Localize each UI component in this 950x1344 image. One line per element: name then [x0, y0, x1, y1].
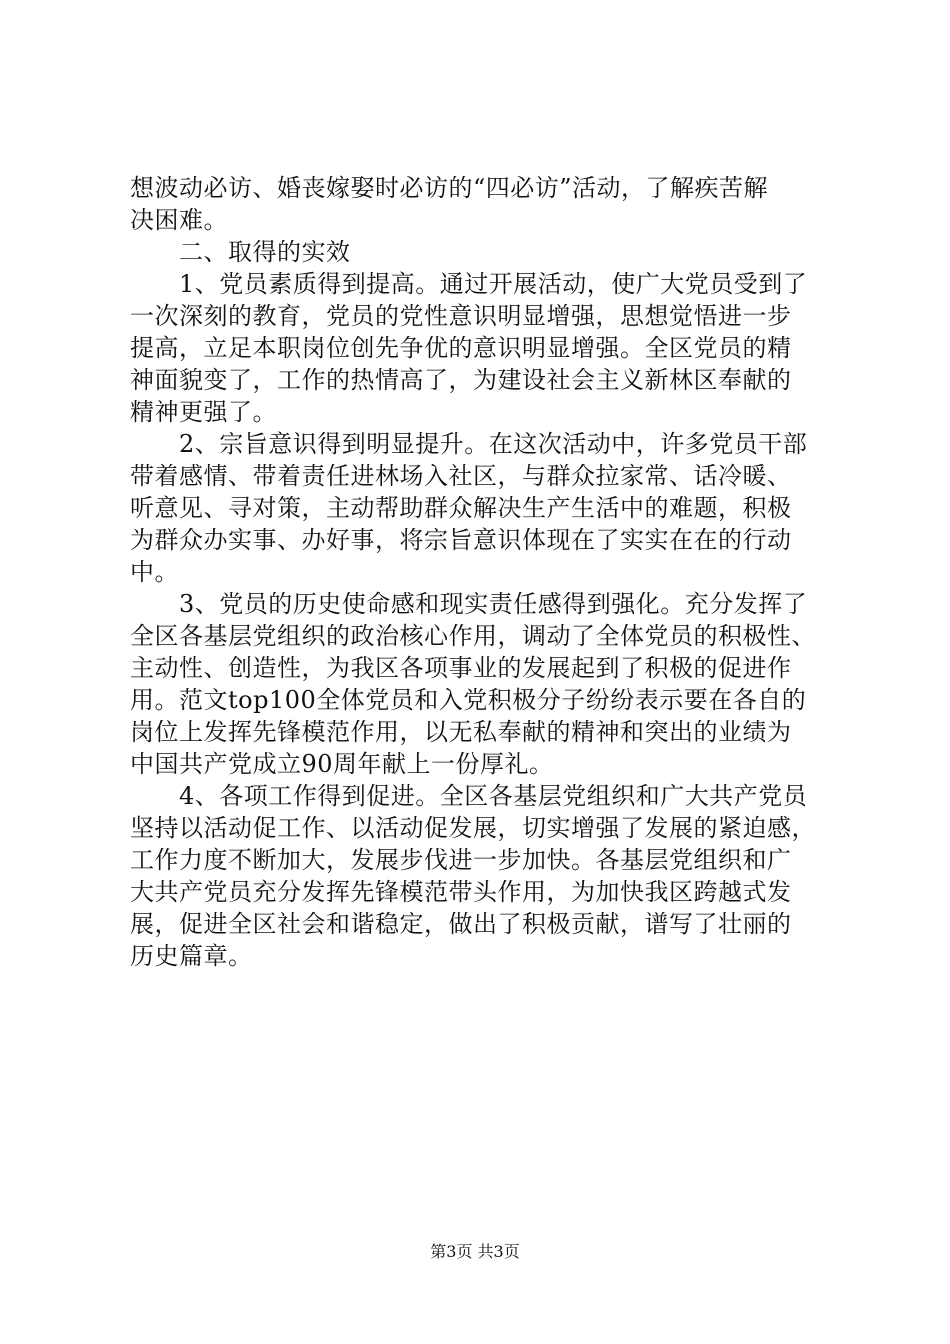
text-line: 中国共产党成立90周年献上一份厚礼。	[130, 750, 554, 778]
text-line: 展，促进全区社会和谐稳定，做出了积极贡献，谱写了壮丽的	[130, 910, 792, 938]
text-line: 为群众办实事、办好事，将宗旨意识体现在了实实在在的行动	[130, 526, 792, 554]
text-line: 2、宗旨意识得到明显提升。在这次活动中，许多党员干部	[130, 430, 808, 458]
text-line: 主动性、创造性，为我区各项事业的发展起到了积极的促进作	[130, 654, 792, 682]
text-line: 坚持以活动促工作、以活动促发展，切实增强了发展的紧迫感，	[130, 814, 816, 842]
text-line: 工作力度不断加大，发展步伐进一步加快。各基层党组织和广	[130, 846, 792, 874]
text-line: 岗位上发挥先锋模范作用，以无私奉献的精神和突出的业绩为	[130, 718, 792, 746]
text-line: 用。范文top100全体党员和入党积极分子纷纷表示要在各自的	[130, 686, 807, 714]
text-line: 全区各基层党组织的政治核心作用，调动了全体党员的积极性、	[130, 622, 816, 650]
section-heading: 二、取得的实效	[130, 238, 351, 266]
text-line: 4、各项工作得到促进。全区各基层党组织和广大共产党员	[130, 782, 808, 810]
page-number-footer: 第3页 共3页	[430, 1242, 520, 1261]
text-line: 大共产党员充分发挥先锋模范带头作用，为加快我区跨越式发	[130, 878, 792, 906]
text-line: 想波动必访、婚丧嫁娶时必访的“四必访”活动，了解疾苦解	[130, 174, 769, 202]
text-line: 中。	[130, 558, 179, 586]
text-line: 3、党员的历史使命感和现实责任感得到强化。充分发挥了	[130, 590, 808, 618]
text-line: 历史篇章。	[130, 942, 253, 970]
text-line: 听意见、寻对策，主动帮助群众解决生产生活中的难题，积极	[130, 494, 792, 522]
text-line: 神面貌变了，工作的热情高了，为建设社会主义新林区奉献的	[130, 366, 792, 394]
text-line: 带着感情、带着责任进林场入社区，与群众拉家常、话冷暖、	[130, 462, 792, 490]
text-line: 决困难。	[130, 206, 228, 234]
text-line: 精神更强了。	[130, 398, 277, 426]
text-line: 1、党员素质得到提高。通过开展活动，使广大党员受到了	[130, 270, 808, 298]
text-line: 一次深刻的教育，党员的党性意识明显增强，思想觉悟进一步	[130, 302, 792, 330]
text-line: 提高，立足本职岗位创先争优的意识明显增强。全区党员的精	[130, 334, 792, 362]
